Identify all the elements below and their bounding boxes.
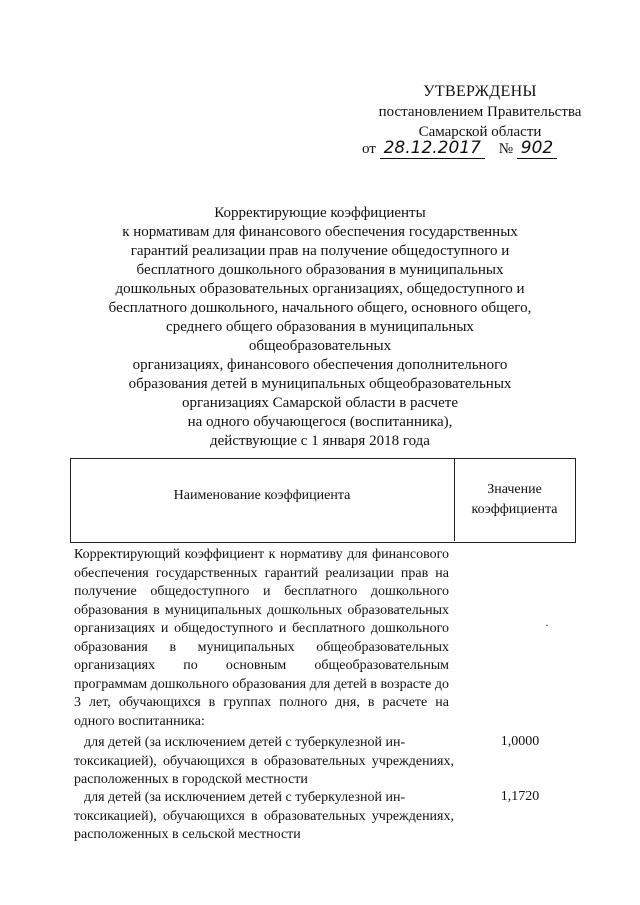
title-line: гарантий реализации прав на получение общедоступного и	[130, 243, 510, 259]
row-value: 1,1720	[500, 789, 540, 804]
approval-heading: УТВЕРЖДЕНЫ	[423, 83, 537, 100]
approval-date-row	[362, 138, 557, 158]
row-text-first-line: для детей (за исключением детей с туберкулезной ин-	[84, 790, 406, 805]
handwritten-number: 902	[517, 138, 557, 159]
table-row	[74, 789, 454, 845]
approval-line-2: Самарской области	[418, 124, 542, 140]
title-line: Корректирующие коэффициенты	[214, 205, 426, 221]
title-line: бесплатного дошкольного, начального общего, основного общего,	[108, 300, 532, 316]
title-line: к нормативам для финансового обеспечения государственных	[122, 224, 518, 240]
document-title	[95, 204, 545, 451]
title-line: организациях, финансового обеспечения дополнительного	[132, 357, 508, 373]
row-value: 1,0000	[500, 734, 540, 749]
approval-block	[360, 82, 600, 142]
row-text-first-line: для детей (за исключением детей с туберкулезной ин-	[84, 735, 406, 750]
header-value-line-2: коэффициента	[471, 502, 558, 517]
date-prefix: от	[362, 141, 376, 157]
title-line: на одного обучающегося (воспитанника),	[187, 414, 453, 430]
number-label: №	[498, 141, 514, 157]
approval-line-1: постановлением Правительства	[378, 104, 582, 120]
title-line: бесплатного дошкольного образования в муниципальных	[136, 262, 504, 278]
row-text-rest: токсикацией), обучающихся в образовательных учреждениях, расположенных в городской местности	[74, 753, 454, 787]
header-coefficient-name: Наименование коэффициента	[173, 488, 351, 503]
title-line: дошкольных образовательных организациях, общедоступного и	[115, 281, 525, 297]
title-line: организациях Самарской области в расчете	[182, 395, 458, 411]
section-description: Корректирующий коэффициент к нормативу для финансового обеспечения государственных гарантий реализации прав на получение общедоступного и бесплатного дошкольного образования в муниципальных дошкольных образовательных организациях и общедоступного и бесплатного дошкольного образования в муниципальных общеобразовательных организациях по основным общеобразовательным программам дошкольного образования для детей в возрасте до 3 лет, обучающихся в группах полного дня, в расчете на одного воспитанника:	[74, 547, 449, 729]
title-line: среднего общего образования в муниципальных общеобразовательных	[166, 319, 474, 354]
header-coefficient-value	[455, 480, 574, 520]
table-row	[74, 734, 454, 790]
title-line: действующие с 1 января 2018 года	[210, 433, 430, 449]
handwritten-date: 28.12.2017	[380, 138, 485, 159]
title-line: образования детей в муниципальных общеобразовательных	[128, 376, 512, 392]
scan-dot: ·	[545, 618, 549, 632]
row-text-rest: токсикацией), обучающихся в образовательных учреждениях, расположенных в сельской местности	[74, 808, 454, 842]
header-value-line-1: Значение	[487, 482, 542, 497]
